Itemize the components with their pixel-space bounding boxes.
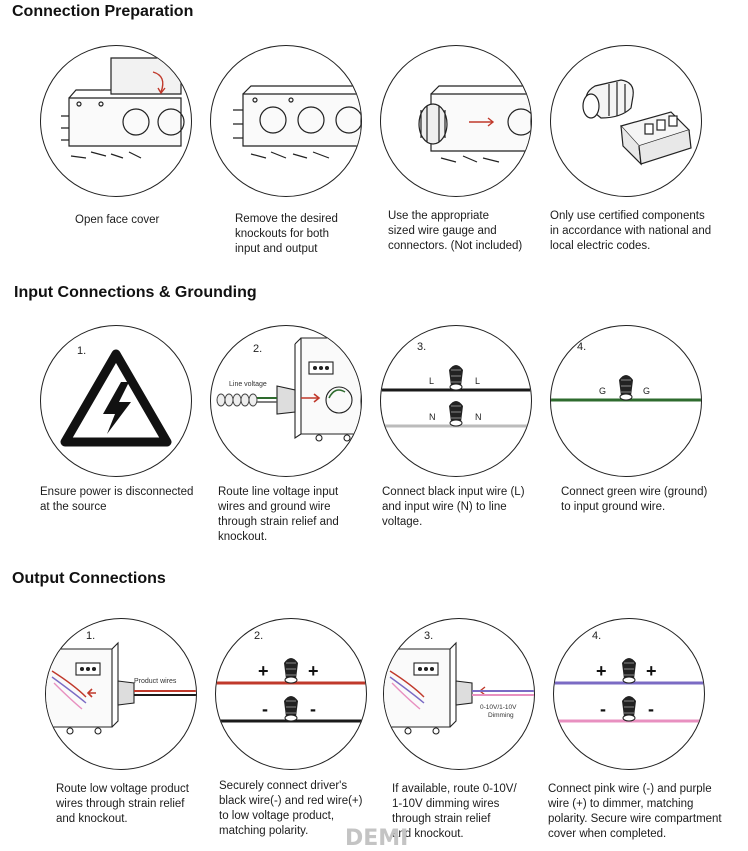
wire-nut-icon: [622, 658, 636, 683]
caption-connect-polarity: Securely connect driver's black wire(-) and red wire(+) to low voltage product, matching polarity.: [219, 780, 363, 837]
demi-watermark: DEMI: [345, 826, 409, 851]
svg-text:L: L: [475, 376, 481, 386]
svg-text:L: L: [429, 376, 435, 386]
svg-text:-: -: [648, 699, 654, 719]
output-route-dimming-illustration: [383, 618, 535, 770]
input-connect-l-n-illustration: [380, 325, 532, 477]
input-power-disconnect-illustration: [40, 325, 192, 477]
caption-remove-knockouts: Remove the desired knockouts for both input and output: [235, 213, 338, 255]
caption-connect-l-n: Connect black input wire (L) and input wire (N) to line voltage.: [382, 486, 525, 528]
svg-text:+: +: [258, 661, 269, 681]
input-route-line-voltage-illustration: [210, 325, 362, 477]
wire-nut-icon: [622, 696, 636, 721]
caption-connect-dimmer: Connect pink wire (-) and purple wire (+) to dimmer, matching polarity. Secure wire compartment cover when completed.: [548, 783, 722, 840]
svg-text:2.: 2.: [254, 630, 264, 642]
prep-wire-gauge-illustration: [380, 45, 532, 197]
svg-text:N: N: [429, 412, 436, 422]
svg-text:3.: 3.: [424, 630, 434, 642]
svg-text:-: -: [262, 699, 268, 719]
caption-connect-ground: Connect green wire (ground) to input ground wire.: [561, 486, 708, 513]
caption-route-line-voltage: Route line voltage input wires and ground wire through strain relief and knockout.: [218, 486, 339, 543]
caption-open-face-cover: Open face cover: [75, 214, 160, 226]
prep-connectors-illustration: [550, 45, 702, 197]
svg-text:G: G: [643, 386, 651, 396]
caption-power-disconnected: Ensure power is disconnected at the source: [40, 486, 194, 513]
step-number: 1.: [77, 345, 87, 357]
svg-text:4.: 4.: [592, 630, 602, 642]
dimming-label-line2: Dimming: [488, 712, 514, 719]
caption-route-product-wires: Route low voltage product wires through strain relief and knockout.: [56, 783, 189, 825]
svg-text:+: +: [646, 661, 657, 681]
output-route-product-wires-illustration: [45, 618, 197, 770]
svg-text:+: +: [308, 661, 319, 681]
caption-route-dimming: If available, route 0-10V/ 1-10V dimming wires through strain relief and knockout.: [392, 783, 517, 840]
svg-text:-: -: [310, 699, 316, 719]
section-title-input-connections: Input Connections & Grounding: [14, 284, 257, 301]
svg-text:G: G: [599, 386, 607, 396]
product-wires-label: Product wires: [134, 678, 177, 685]
svg-text:3.: 3.: [417, 341, 427, 353]
prep-remove-knockouts-illustration: [210, 45, 362, 197]
wire-nut-icon: [449, 401, 463, 426]
svg-text:N: N: [475, 412, 482, 422]
wire-nut-icon: [284, 696, 298, 721]
wire-nut-icon: [284, 658, 298, 683]
svg-text:4.: 4.: [577, 341, 587, 353]
caption-wire-gauge: Use the appropriate sized wire gauge and connectors. (Not included): [388, 210, 523, 252]
input-connect-ground-illustration: [550, 325, 702, 477]
output-connect-dimmer-illustration: [553, 618, 705, 770]
section-title-output-connections: Output Connections: [12, 570, 166, 587]
svg-text:2.: 2.: [253, 343, 263, 355]
caption-certified-components: Only use certified components in accordance with national and local electric codes.: [550, 210, 712, 252]
svg-text:-: -: [600, 699, 606, 719]
dimming-label-line1: 0-10V/1-10V: [480, 704, 517, 711]
wire-nut-icon: [449, 365, 463, 390]
prep-open-cover-illustration: [40, 45, 192, 197]
svg-text:1.: 1.: [86, 630, 96, 642]
wire-nut-icon: [619, 375, 633, 400]
svg-text:+: +: [596, 661, 607, 681]
section-title-connection-preparation: Connection Preparation: [12, 3, 194, 20]
line-voltage-label: Line voltage: [229, 381, 267, 388]
output-connect-polarity-illustration: [215, 618, 367, 770]
